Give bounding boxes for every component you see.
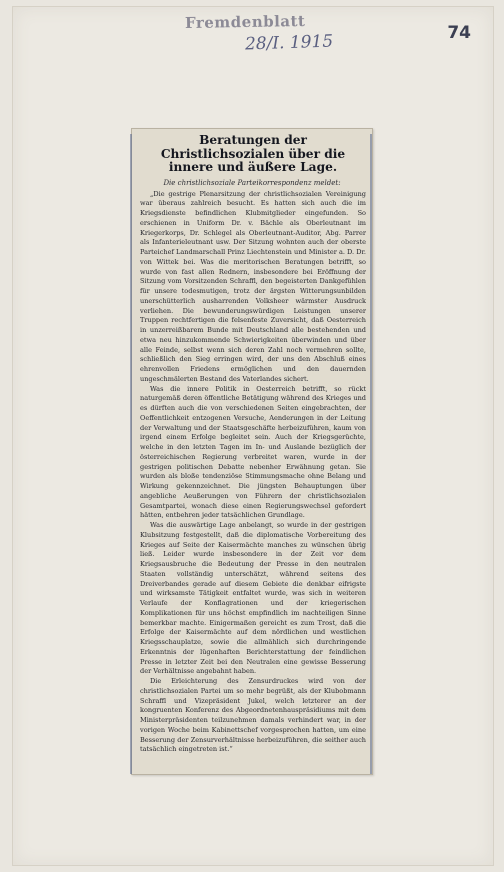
article-paragraph: Was die auswärtige Lage anbelangt, so wurde in der gestrigen Klubsitzung festgestellt, daß die diplomatische Vorbereitung des Krieges auf Seite der Kaisermächte manches zu wünschen übrig ließ. Leider wurde insbesondere in der Zeit vor dem Kriegsausbruche die Bedeutung der Presse in den neutralen Staaten vollständig unterschätzt, während seitens des Dreiverbandes gerade auf diesem Gebiete die denkbar eifrigste und wirksamste Tätigkeit entfaltet wurde, was sich in weiteren Verlaufe der Konflagrationen und der kriegerischen Komplikationen für uns höchst empfindlich im nachteiligen Sinne bemerkbar machte. Einigermaßen gereicht es zum Trost, daß die Erfolge der Kaisermächte auf dem nördlichen und westlichen Kriegsschauplatze, sowie die allmählich sich durchringende Erkenntnis der lügenhaften Berichterstattung der feindlichen Presse in letzter Zeit bei den Neutralen eine gewisse Besserung der Verhältnisse angebahnt haben. [140, 521, 366, 676]
article-paragraph: „Die gestrige Plenarsitzung der christlichsozialen Vereinigung war überaus zahlreich besucht. Es hatten sich auch die im Kriegsdienste befindlichen Klubmitglieder eingefunden. So erschienen in Uniform Dr. v. Bächle als Oberleutnant im Kriegerkorps, Dr. Schlegel als Oberleutnant-Auditor, Abg. Parrer als Infanterieleutnant usw. Der Sitzung wohnten auch der oberste Parteichef Landmarschall Prinz Liechtenstein und Minister a. D. Dr. von Wittek bei. Was die meritorischen Beratungen betrifft, so wurde von fast allen Rednern, insbesondere bei Eröffnung der Sitzung vom Vorsitzenden Schraffl, den begeisterten Dankgefühlen für unsere todesmutigen, trotz der ärgsten Witterungsunbilden unerschütterlich ausharrenden Volksheer wärmster Ausdruck verliehen. Die bewunderungswürdigen Leistungen unserer Truppen rechtfertigen die felsenfeste Zuversicht, daß Oesterreich in unzerreißbarem Bunde mit Deutschland alle bestehenden und etwa neu hinzukommende Schwierigkeiten überwinden und über alle Feinde, selbst wenn sich deren Zahl noch vermehren sollte, schließlich den Sieg erringen wird, der uns den Abschluß eines ehrenvollen Friedens ermöglichen und den dauernden ungeschmälerten Bestand des Vaterlandes sichert. [140, 189, 366, 383]
clipping-edge-left [130, 134, 132, 774]
article-headline: Beratungen der Christlichsozialen über die innere und äußere Lage. [160, 133, 346, 174]
article-body [140, 190, 366, 756]
handwritten-date: 28/I. 1915 [244, 31, 334, 55]
archive-stamp: Fremdenblatt [184, 11, 306, 33]
newspaper-clipping [131, 128, 373, 775]
article-paragraph: Die Erleichterung des Zensurdruckes wird von der christlichsozialen Partei um so mehr begrüßt, als der Klubobmann Schraffl und Vizepräsident Jukel, welch letzterer an der kongruenten Konferenz des Abgeordnetenhauspräsidiums mit dem Ministerpräsidenten teilzunehmen damals verhindert war, in der vorigen Woche beim Kabinettschef vorgesprochen hatten, um eine Besserung der Zensurverhältnisse herbeizuführen, die seither auch tatsächlich eingetreten ist.“ [140, 677, 366, 754]
article-paragraph: Was die innere Politik in Oesterreich betrifft, so rückt naturgemäß deren öffentliche Betätigung während des Krieges und es dürften auch die von verschiedenen Seiten eingebrachten, der Oeffentlichkeit entzogenen Versuche, Aenderungen in der Leitung der Verwaltung und der Staatsgeschäfte herbeizuführen, kaum von irgend einem Erfolge begleitet sein. Auch der Kriegsgerüchte, welche in den letzten Tagen im In- und Auslande bezüglich der österreichischen Regierung verbreitet waren, wurde in der gestrigen politischen Debatte nebenher Erwähnung getan. Sie wurden als bloße tendenziöse Stimmungsmache ohne Belang und Wirkung gekennzeichnet. Die jüngsten Behauptungen über angebliche Aeußerungen von Führern der christlichsozialen Gesamtpartei, wonach diese einen Regierungswechsel gefordert hätten, entbehren jeder tatsächlichen Grundlage. [140, 384, 366, 520]
page-number: 74 [447, 23, 471, 43]
clipping-edge-right [370, 134, 372, 774]
article-byline: Die christlichsoziale Parteikorrespondenz meldet: [163, 178, 341, 187]
